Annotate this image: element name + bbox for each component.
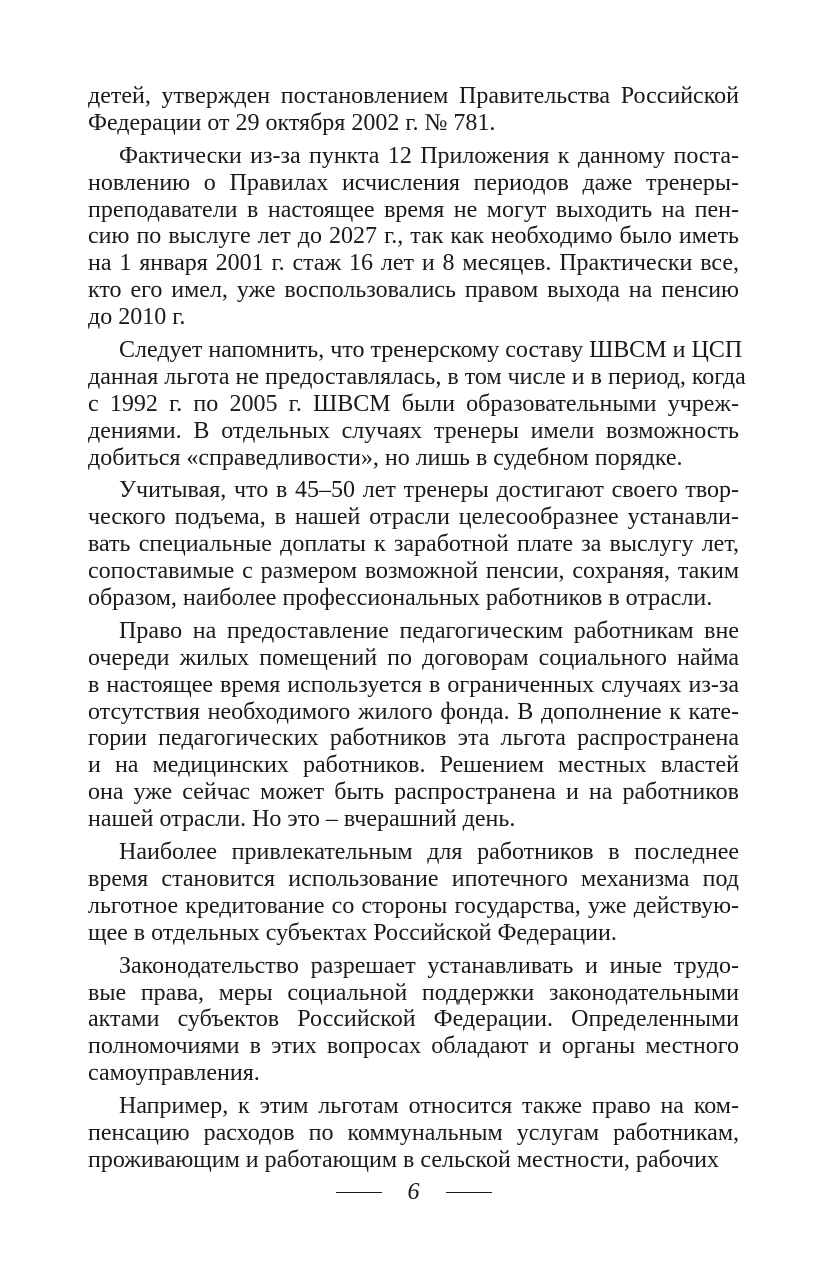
text-line: очереди жилых помещений по договорам социального найма xyxy=(88,644,739,671)
text-line: льготное кредитование со стороны государства, уже действую- xyxy=(88,892,739,919)
text-line: преподаватели в настоящее время не могут выходить на пен- xyxy=(88,196,739,223)
text-line: отсутствия необходимого жилого фонда. В дополнение к кате- xyxy=(88,698,739,725)
text-line: пенсацию расходов по коммунальным услугам работникам, xyxy=(88,1119,739,1146)
text-line: время становится использование ипотечного механизма под xyxy=(88,865,739,892)
paragraph xyxy=(88,953,739,1087)
text-line: до 2010 г. xyxy=(88,304,186,331)
paragraph xyxy=(88,1093,739,1174)
text-line: вые права, меры социальной поддержки законодательными xyxy=(88,979,739,1006)
text-line: образом, наиболее профессиональных работников в отрасли. xyxy=(88,585,713,612)
text-line: Федерации от 29 октября 2002 г. № 781. xyxy=(88,109,496,136)
text-line: нашей отрасли. Но это – вчерашний день. xyxy=(88,806,516,833)
text-line: Следует напомнить, что тренерскому составу ШВСМ и ЦСП xyxy=(119,337,743,364)
text-line: с 1992 г. по 2005 г. ШВСМ были образовательными учреж- xyxy=(88,390,739,417)
text-line: дениями. В отдельных случаях тренеры имели возможность xyxy=(88,417,739,444)
paragraph xyxy=(88,83,739,137)
text-line: проживающим и работающим в сельской местности, рабочих xyxy=(88,1146,719,1173)
text-line: полномочиями в этих вопросах обладают и органы местного xyxy=(88,1033,739,1060)
paragraph xyxy=(88,839,739,947)
text-line: сию по выслуге лет до 2027 г., так как необходимо было иметь xyxy=(88,223,739,250)
text-line: на 1 января 2001 г. стаж 16 лет и 8 месяцев. Практически все, xyxy=(88,250,739,277)
text-line: в настоящее время используется в ограниченных случаях из-за xyxy=(88,671,739,698)
paragraph xyxy=(88,337,746,471)
text-line: Учитывая, что в 45–50 лет тренеры достигают своего твор- xyxy=(119,477,739,504)
text-line: Фактически из-за пункта 12 Приложения к данному поста- xyxy=(119,142,739,169)
text-line: Наиболее привлекательным для работников в последнее xyxy=(119,839,739,866)
footer-rule-left xyxy=(336,1192,382,1193)
text-line: кто его имел, уже воспользовались правом выхода на пенсию xyxy=(88,277,739,304)
paragraph xyxy=(88,477,739,611)
body-text xyxy=(88,83,746,1180)
text-line: щее в отдельных субъектах Российской Федерации. xyxy=(88,919,617,946)
text-line: данная льгота не предоставлялась, в том числе и в период, когда xyxy=(88,363,746,390)
text-line: самоуправления. xyxy=(88,1060,260,1087)
text-line: детей, утвержден постановлением Правительства Российской xyxy=(88,83,739,109)
text-line: актами субъектов Российской Федерации. Определенными xyxy=(88,1006,739,1033)
paragraph xyxy=(88,618,739,833)
page-number: 6 xyxy=(407,1178,420,1205)
text-line: и на медицинских работников. Решением местных властей xyxy=(88,752,739,779)
text-line: Право на предоставление педагогическим работникам вне xyxy=(119,617,739,644)
text-line: она уже сейчас может быть распространена и на работников xyxy=(88,779,739,806)
text-line: добиться «справедливости», но лишь в судебном порядке. xyxy=(88,444,683,471)
text-line: ческого подъема, в нашей отрасли целесообразнее устанавли- xyxy=(88,504,739,531)
text-line: гории педагогических работников эта льгота распространена xyxy=(88,725,739,752)
text-line: новлению о Правилах исчисления периодов даже тренеры- xyxy=(88,169,739,196)
footer-rule-right xyxy=(446,1192,492,1193)
text-line: вать специальные доплаты к заработной плате за выслугу лет, xyxy=(88,531,739,558)
text-line: Например, к этим льготам относится также право на ком- xyxy=(119,1093,739,1120)
text-line: сопоставимые с размером возможной пенсии, сохраняя, таким xyxy=(88,558,739,585)
text-line: Законодательство разрешает устанавливать и иные трудо- xyxy=(119,952,739,979)
page-footer xyxy=(0,1176,827,1208)
paragraph xyxy=(88,143,739,331)
